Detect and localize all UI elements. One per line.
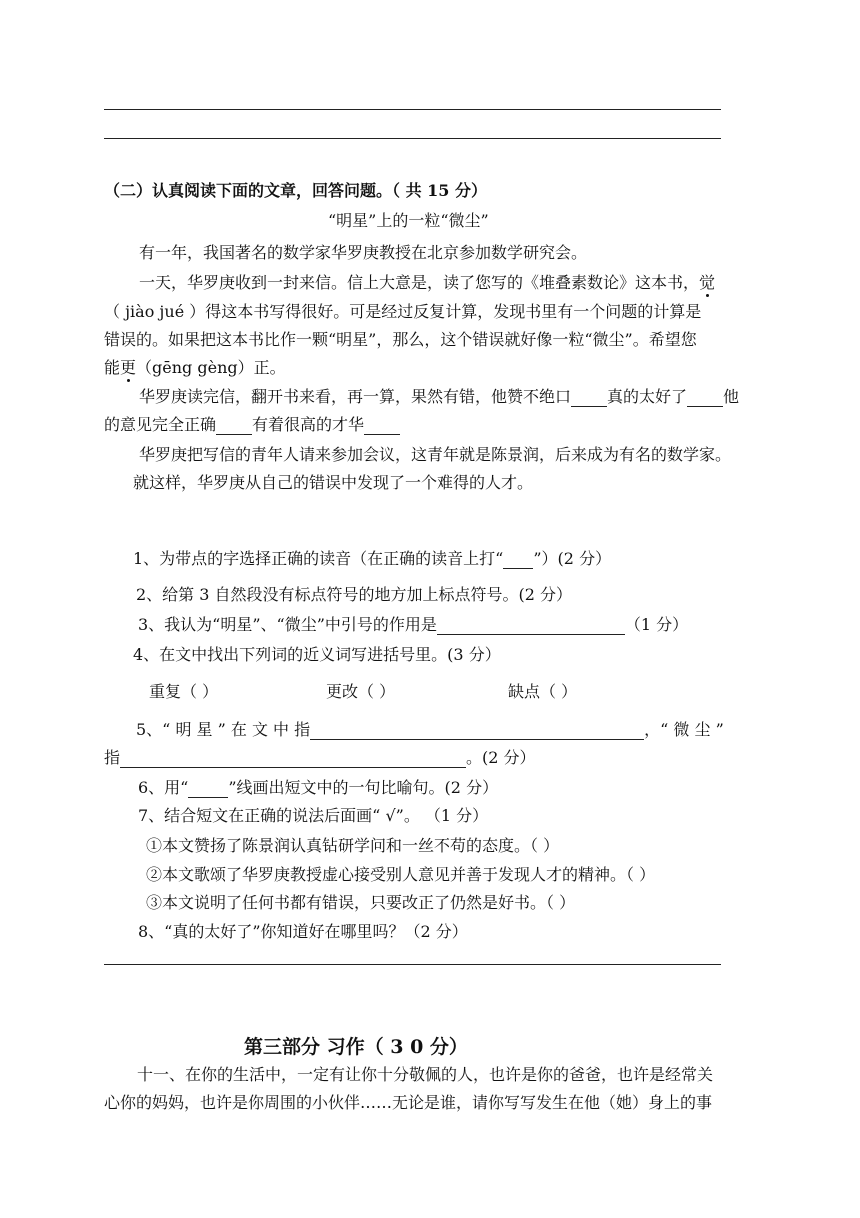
question-text: 指 [104, 748, 121, 767]
question-7-option-1[interactable]: ①本文赞扬了陈景润认真钻研学问和一丝不苟的态度。（ ） [146, 836, 560, 855]
paragraph-text: 有着很高的才华 [252, 415, 365, 434]
question-4: 4、在文中找出下列词的近义词写进括号里。(3 分） [133, 645, 501, 664]
answer-blank[interactable] [437, 615, 625, 635]
article-paragraph-2-line-4 [104, 355, 286, 378]
question-4-word-1[interactable]: 重复（ ） [149, 682, 219, 701]
writing-prompt-line-2: 心你的妈妈，也许是你周围的小伙伴……无论是谁，请你写写发生在他（她）身上的事 [104, 1093, 713, 1112]
question-1 [133, 546, 611, 569]
paragraph-text: 他 [723, 387, 740, 406]
question-text: 5、“ 明 星 ” 在 文 中 指 [136, 720, 311, 739]
section-heading: （二）认真阅读下面的文章，回答问题。（ 共 15 分） [104, 181, 487, 200]
article-paragraph-1: 有一年，我国著名的数学家华罗庚教授在北京参加数学研究会。 [139, 243, 588, 262]
answer-line [104, 109, 721, 110]
answer-blank[interactable] [310, 720, 644, 740]
question-6 [138, 775, 498, 798]
question-7-option-3[interactable]: ③本文说明了任何书都有错误，只要改正了仍然是好书。（ ） [146, 893, 576, 912]
question-7-option-2[interactable]: ②本文歌颂了华罗庚教授虚心接受别人意见并善于发现人才的精神。（ ） [146, 865, 656, 884]
article-paragraph-4: 华罗庚把写信的青年人请来参加会议，这青年就是陈景润，后来成为有名的数学家。 [139, 445, 732, 464]
punctuation-blank[interactable] [364, 415, 400, 435]
question-2: 2、给第 3 自然段没有标点符号的地方加上标点符号。(2 分） [136, 585, 573, 604]
article-paragraph-2-line-2: （ jiào jué ）得这本书写得很好。可是经过反复计算，发现书里有一个问题的计算是 [104, 302, 702, 321]
answer-line [104, 964, 721, 965]
article-paragraph-5: 就这样，华罗庚从自己的错误中发现了一个难得的人才。 [133, 473, 534, 492]
paragraph-text: 真的太好了 [607, 387, 688, 406]
punctuation-blank[interactable] [216, 415, 252, 435]
question-text: ”线画出短文中的一句比喻句。(2 分） [228, 778, 499, 797]
question-text: 1、为带点的字选择正确的读音（在正确的读音上打“ [133, 549, 504, 568]
question-3 [138, 612, 688, 635]
question-8: 8、“真的太好了”你知道好在哪里吗？（2 分） [138, 922, 468, 941]
question-7: 7、结合短文在正确的说法后面画“ √”。 （1 分） [138, 806, 489, 825]
paragraph-text: 一天，华罗庚收到一封来信。信上大意是，读了您写的《堆叠素数论》这本书， [139, 273, 700, 292]
question-text: （1 分） [624, 615, 689, 634]
question-text: ”）(2 分） [533, 549, 612, 568]
question-text: 3、我认为“明星”、“微尘”中引号的作用是 [138, 615, 437, 634]
punctuation-blank[interactable] [571, 387, 607, 407]
article-title: “明星”上的一粒“微尘” [328, 211, 489, 230]
paragraph-text: 能 [104, 358, 121, 377]
article-paragraph-3 [139, 384, 739, 407]
part-heading: 第三部分 习作（ 3 0 分） [244, 1036, 468, 1058]
question-5 [136, 717, 724, 740]
paragraph-text: （gēng gèng）正。 [136, 358, 286, 377]
question-4-word-2[interactable]: 更改（ ） [326, 682, 396, 701]
article-paragraph-2-line-3: 错误的。如果把这本书比作一颗“明星”，那么，这个错误就好像一粒“微尘”。希望您 [104, 330, 697, 349]
writing-prompt: 十一、在你的生活中，一定有让你十分敬佩的人，也许是你的爸爸，也许是经常关 [137, 1065, 714, 1084]
dotted-character: 觉 [699, 273, 716, 292]
answer-blank[interactable] [120, 748, 466, 768]
question-5-line-2 [104, 745, 536, 768]
article-paragraph-2 [139, 270, 715, 293]
mark-symbol-blank [503, 549, 533, 569]
punctuation-blank[interactable] [687, 387, 723, 407]
question-text: 。(2 分） [466, 748, 536, 767]
question-text: ，“ 微 尘 ” [644, 720, 724, 739]
answer-line [104, 138, 721, 139]
paragraph-text: 华罗庚读完信，翻开书来看，再一算，果然有错，他赞不绝口 [139, 387, 572, 406]
article-paragraph-3-line-2 [104, 412, 400, 435]
paragraph-text: 的意见完全正确 [104, 415, 217, 434]
dotted-character: 更 [120, 358, 137, 377]
question-text: 6、用“ [138, 778, 189, 797]
line-sample [188, 778, 228, 798]
question-4-word-3[interactable]: 缺点（ ） [508, 682, 578, 701]
